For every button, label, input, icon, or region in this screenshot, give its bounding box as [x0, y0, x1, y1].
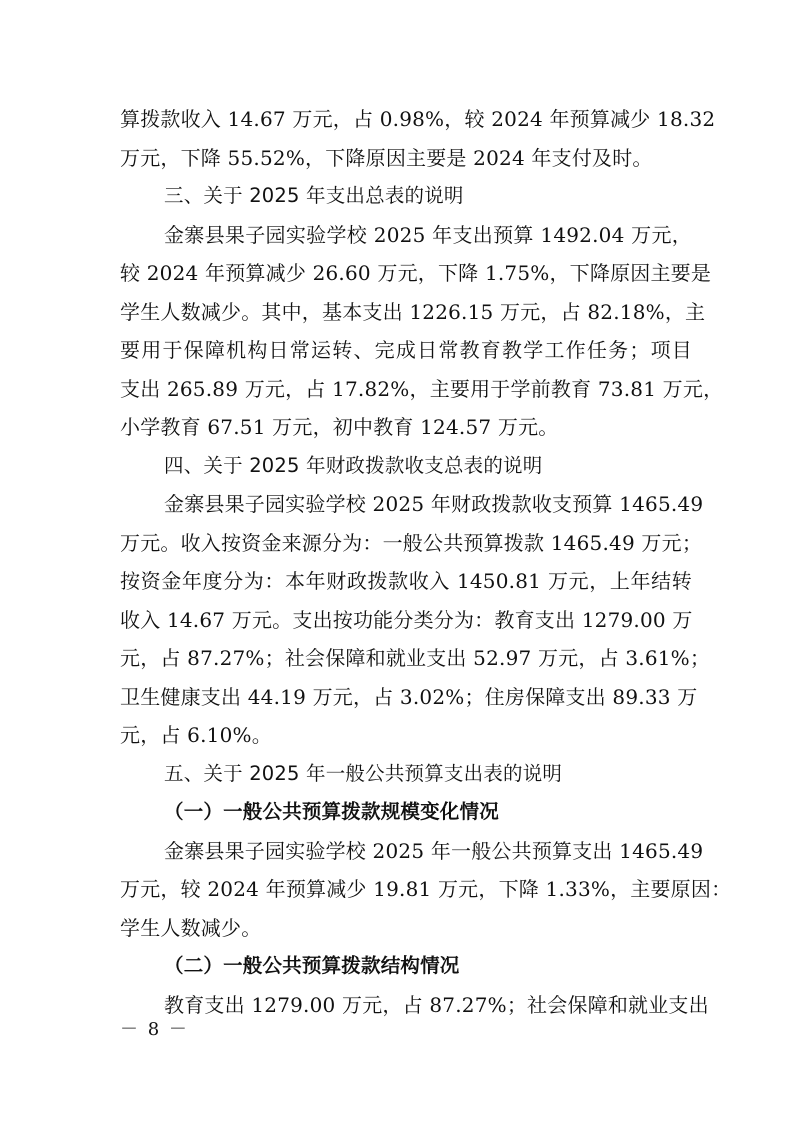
section-heading-4: 四、关于 2025 年财政拨款收支总表的说明	[164, 453, 543, 477]
section-heading-3: 三、关于 2025 年支出总表的说明	[164, 184, 464, 207]
paragraph-line: 要用于保障机构日常运转、完成日常教育教学工作任务；项目	[120, 338, 692, 362]
paragraph-line: 万元，较 2024 年预算减少 19.81 万元，下降 1.33%，主要原因：	[120, 877, 732, 901]
paragraph-line: 金寨县果子园实验学校 2025 年一般公共预算支出 1465.49	[164, 838, 704, 863]
paragraph-line: 收入 14.67 万元。支出按功能分类分为：教育支出 1279.00 万	[120, 607, 693, 632]
section-heading-5: 五、关于 2025 年一般公共预算支出表的说明	[164, 761, 563, 785]
paragraph-line: 万元，下降 55.52%，下降原因主要是 2024 年支付及时。	[120, 145, 653, 170]
paragraph-line: 卫生健康支出 44.19 万元，占 3.02%；住房保障支出 89.33 万	[120, 684, 698, 709]
paragraph-line: 元，占 6.10%。	[120, 723, 272, 747]
paragraph-line: 学生人数减少。其中，基本支出 1226.15 万元，占 82.18%，主	[120, 299, 706, 324]
paragraph-line: 按资金年度分为：本年财政拨款收入 1450.81 万元，上年结转	[120, 569, 692, 593]
page-number: － 8 －	[120, 1019, 189, 1040]
paragraph-line: 较 2024 年预算减少 26.60 万元，下降 1.75%，下降原因主要是	[120, 261, 712, 285]
paragraph-line: 元，占 87.27%；社会保障和就业支出 52.97 万元，占 3.61%；	[120, 646, 711, 670]
paragraph-line: 金寨县果子园实验学校 2025 年支出预算 1492.04 万元，	[164, 222, 692, 247]
paragraph-line: 支出 265.89 万元，占 17.82%，主要用于学前教育 73.81 万元，	[120, 376, 724, 401]
paragraph-line: 万元。收入按资金来源分为：一般公共预算拨款 1465.49 万元；	[120, 530, 703, 555]
paragraph-line: 小学教育 67.51 万元，初中教育 124.57 万元。	[120, 415, 559, 439]
subsection-heading-2: （二）一般公共预算拨款结构情况	[164, 954, 460, 977]
paragraph-line: 教育支出 1279.00 万元，占 87.27%；社会保障和就业支出	[164, 992, 709, 1017]
paragraph-line: 学生人数减少。	[120, 915, 262, 940]
document-body	[120, 100, 732, 1024]
paragraph-line: 金寨县果子园实验学校 2025 年财政拨款收支预算 1465.49	[164, 492, 704, 516]
subsection-heading-1: （一）一般公共预算拨款规模变化情况	[164, 800, 499, 823]
paragraph-line: 算拨款收入 14.67 万元，占 0.98%，较 2024 年预算减少 18.32	[120, 107, 716, 131]
